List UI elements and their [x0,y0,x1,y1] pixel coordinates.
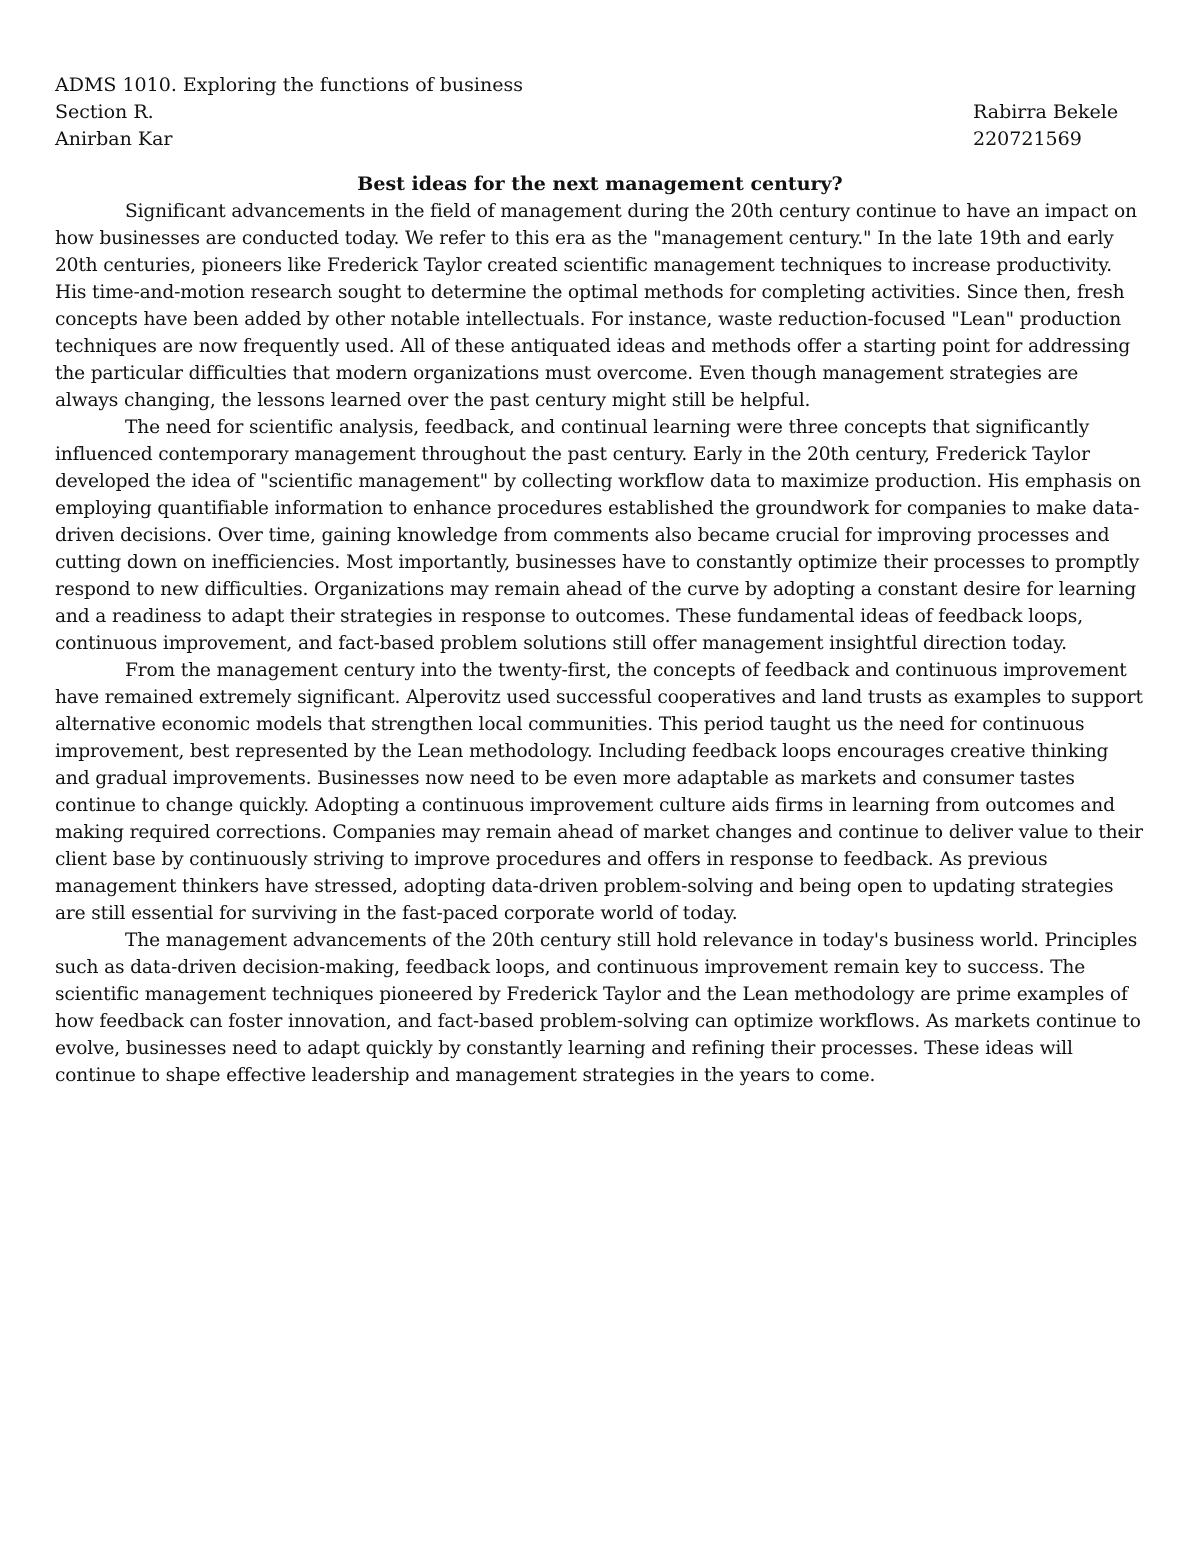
course-title: ADMS 1010. Exploring the functions of business [55,74,523,96]
body-paragraph-2: The need for scientific analysis, feedback, and continual learning were three concepts that significantly influenced contemporary management throughout the past century. Early in the 20th century, Frederick Taylor developed the idea of "scientific management" by collecting workflow data to maximize production. His emphasis on employing quantifiable information to enhance procedures established the groundwork for companies to make data-driven decisions. Over time, gaining knowledge from comments also became crucial for improving processes and cutting down on inefficiencies. Most importantly, businesses have to constantly optimize their processes to promptly respond to new difficulties. Organizations may remain ahead of the curve by adopting a constant desire for learning and a readiness to adapt their strategies in response to outcomes. These fundamental ideas of feedback loops, continuous improvement, and fact-based problem solutions still offer management insightful direction today. [55,417,1141,654]
header-row-student [55,126,1145,153]
student-id: 220721569 [973,128,1082,150]
body-paragraph-1: Significant advancements in the field of management during the 20th century continue to have an impact on how businesses are conducted today. We refer to this era as the "management century." In the late 19th and early 20th centuries, pioneers like Frederick Taylor created scientific management techniques to increase productivity. His time-and-motion research sought to determine the optimal methods for completing activities. Since then, fresh concepts have been added by other notable intellectuals. For instance, waste reduction-focused "Lean" production techniques are now frequently used. All of these antiquated ideas and methods offer a starting point for addressing the particular difficulties that modern organizations must overcome. Even though management strategies are always changing, the lessons learned over the past century might still be helpful. [55,201,1137,411]
student-name: Anirban Kar [55,128,173,150]
body-paragraph-3: From the management century into the twenty-first, the concepts of feedback and continuous improvement have remained extremely significant. Alperovitz used successful cooperatives and land trusts as examples to support alternative economic models that strengthen local communities. This period taught us the need for continuous improvement, best represented by the Lean methodology. Including feedback loops encourages creative thinking and gradual improvements. Businesses now need to be even more adaptable as markets and consumer tastes continue to change quickly. Adopting a continuous improvement culture aids firms in learning from outcomes and making required corrections. Companies may remain ahead of market changes and continue to deliver value to their client base by continuously striving to improve procedures and offers in response to feedback. As previous management thinkers have stressed, adopting data-driven problem-solving and being open to updating strategies are still essential for surviving in the fast-paced corporate world of today. [55,660,1143,924]
body-paragraph-4: The management advancements of the 20th century still hold relevance in today's business world. Principles such as data-driven decision-making, feedback loops, and continuous improvement remain key to success. The scientific management techniques pioneered by Frederick Taylor and the Lean methodology are prime examples of how feedback can foster innovation, and fact-based problem-solving can optimize workflows. As markets continue to evolve, businesses need to adapt quickly by constantly learning and refining their processes. These ideas will continue to shape effective leadership and management strategies in the years to come. [55,930,1141,1086]
document-page [55,72,1145,1089]
header-row-section [55,99,1145,126]
instructor-name: Rabirra Bekele [973,101,1119,123]
section-label: Section R. [55,101,154,123]
document-title: Best ideas for the next management century? [357,173,843,195]
header-row-course [55,72,1145,99]
